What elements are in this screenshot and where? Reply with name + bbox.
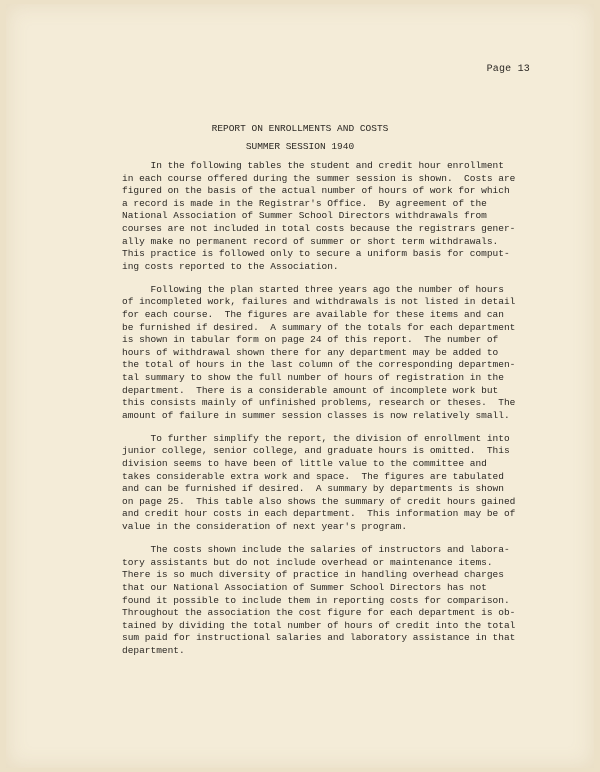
text-line: The costs shown include the salaries of instructors and labora- <box>122 544 510 556</box>
text-line: and can be furnished if desired. A summary by departments is shown <box>122 483 504 495</box>
text-line: be furnished if desired. A summary of the totals for each department <box>122 321 516 333</box>
text-line: found it possible to include them in reporting costs for comparison. <box>122 594 510 606</box>
text-line: department. There is a considerable amount of incomplete work but <box>122 384 499 396</box>
text-line: division seems to have been of little value to the committee and <box>122 458 487 470</box>
text-line: tal summary to show the full number of hours of registration in the <box>122 372 504 383</box>
text-line: National Association of Summer School Directors withdrawals from <box>122 210 487 222</box>
text-line: value in the consideration of next year's program. <box>122 521 408 533</box>
text-line: and credit hour costs in each department. This information may be of <box>122 508 516 520</box>
text-line: the total of hours in the last column of the corresponding departmen- <box>122 359 516 371</box>
report-title <box>6 120 594 156</box>
text-line: Following the plan started three years ago the number of hours <box>122 283 504 295</box>
paragraph-1 <box>122 160 522 273</box>
text-line: amount of failure in summer session classes is now relatively small. <box>122 409 510 421</box>
text-line: To further simplify the report, the division of enrollment into <box>122 432 510 444</box>
text-line: a record is made in the Registrar's Office. By agreement of the <box>122 197 487 209</box>
text-line: junior college, senior college, and graduate hours is omitted. This <box>122 445 510 457</box>
paragraph-2 <box>122 284 522 423</box>
text-line: There is so much diversity of practice in handling overhead charges <box>122 569 504 581</box>
paragraph-4 <box>122 544 522 657</box>
text-line: for each course. The figures are available for these items and can <box>122 309 504 321</box>
text-line: hours of withdrawal shown there for any department may be added to <box>122 346 499 358</box>
text-line: ing costs reported to the Association. <box>122 260 339 272</box>
text-line: This practice is followed only to secure a uniform basis for comput- <box>122 248 510 260</box>
title-line: REPORT ON ENROLLMENTS AND COSTS <box>211 123 389 134</box>
text-line: figured on the basis of the actual number of hours of work for which <box>122 185 510 197</box>
paragraph-3 <box>122 433 522 534</box>
text-line: tained by dividing the total number of hours of credit into the total <box>122 619 516 631</box>
report-body <box>122 160 522 668</box>
text-line: sum paid for instructional salaries and laboratory assistance in that <box>122 632 516 644</box>
subtitle-line: SUMMER SESSION 1940 <box>245 141 355 152</box>
text-line: that our National Association of Summer School Directors has not <box>122 581 487 593</box>
text-line: In the following tables the student and credit hour enrollment <box>122 160 504 171</box>
text-line: of incompleted work, failures and withdrawals is not listed in detail <box>122 296 516 308</box>
page-number: Page 13 <box>486 64 530 75</box>
text-line: ally make no permanent record of summer or short term withdrawals. <box>122 235 499 247</box>
text-line: this consists mainly of unfinished problems, research or theses. The <box>122 397 516 409</box>
text-line: in each course offered during the summer session is shown. Costs are <box>122 172 516 184</box>
text-line: on page 25. This table also shows the summary of credit hours gained <box>122 495 516 507</box>
text-line: department. <box>122 644 185 656</box>
text-line: takes considerable extra work and space. The figures are tabulated <box>122 470 504 482</box>
document-page <box>6 4 594 768</box>
text-line: is shown in tabular form on page 24 of this report. The number of <box>122 334 499 346</box>
text-line: tory assistants but do not include overhead or maintenance items. <box>122 556 493 568</box>
text-line: courses are not included in total costs because the registrars gener- <box>122 222 516 234</box>
text-line: Throughout the association the cost figure for each department is ob- <box>122 607 516 619</box>
